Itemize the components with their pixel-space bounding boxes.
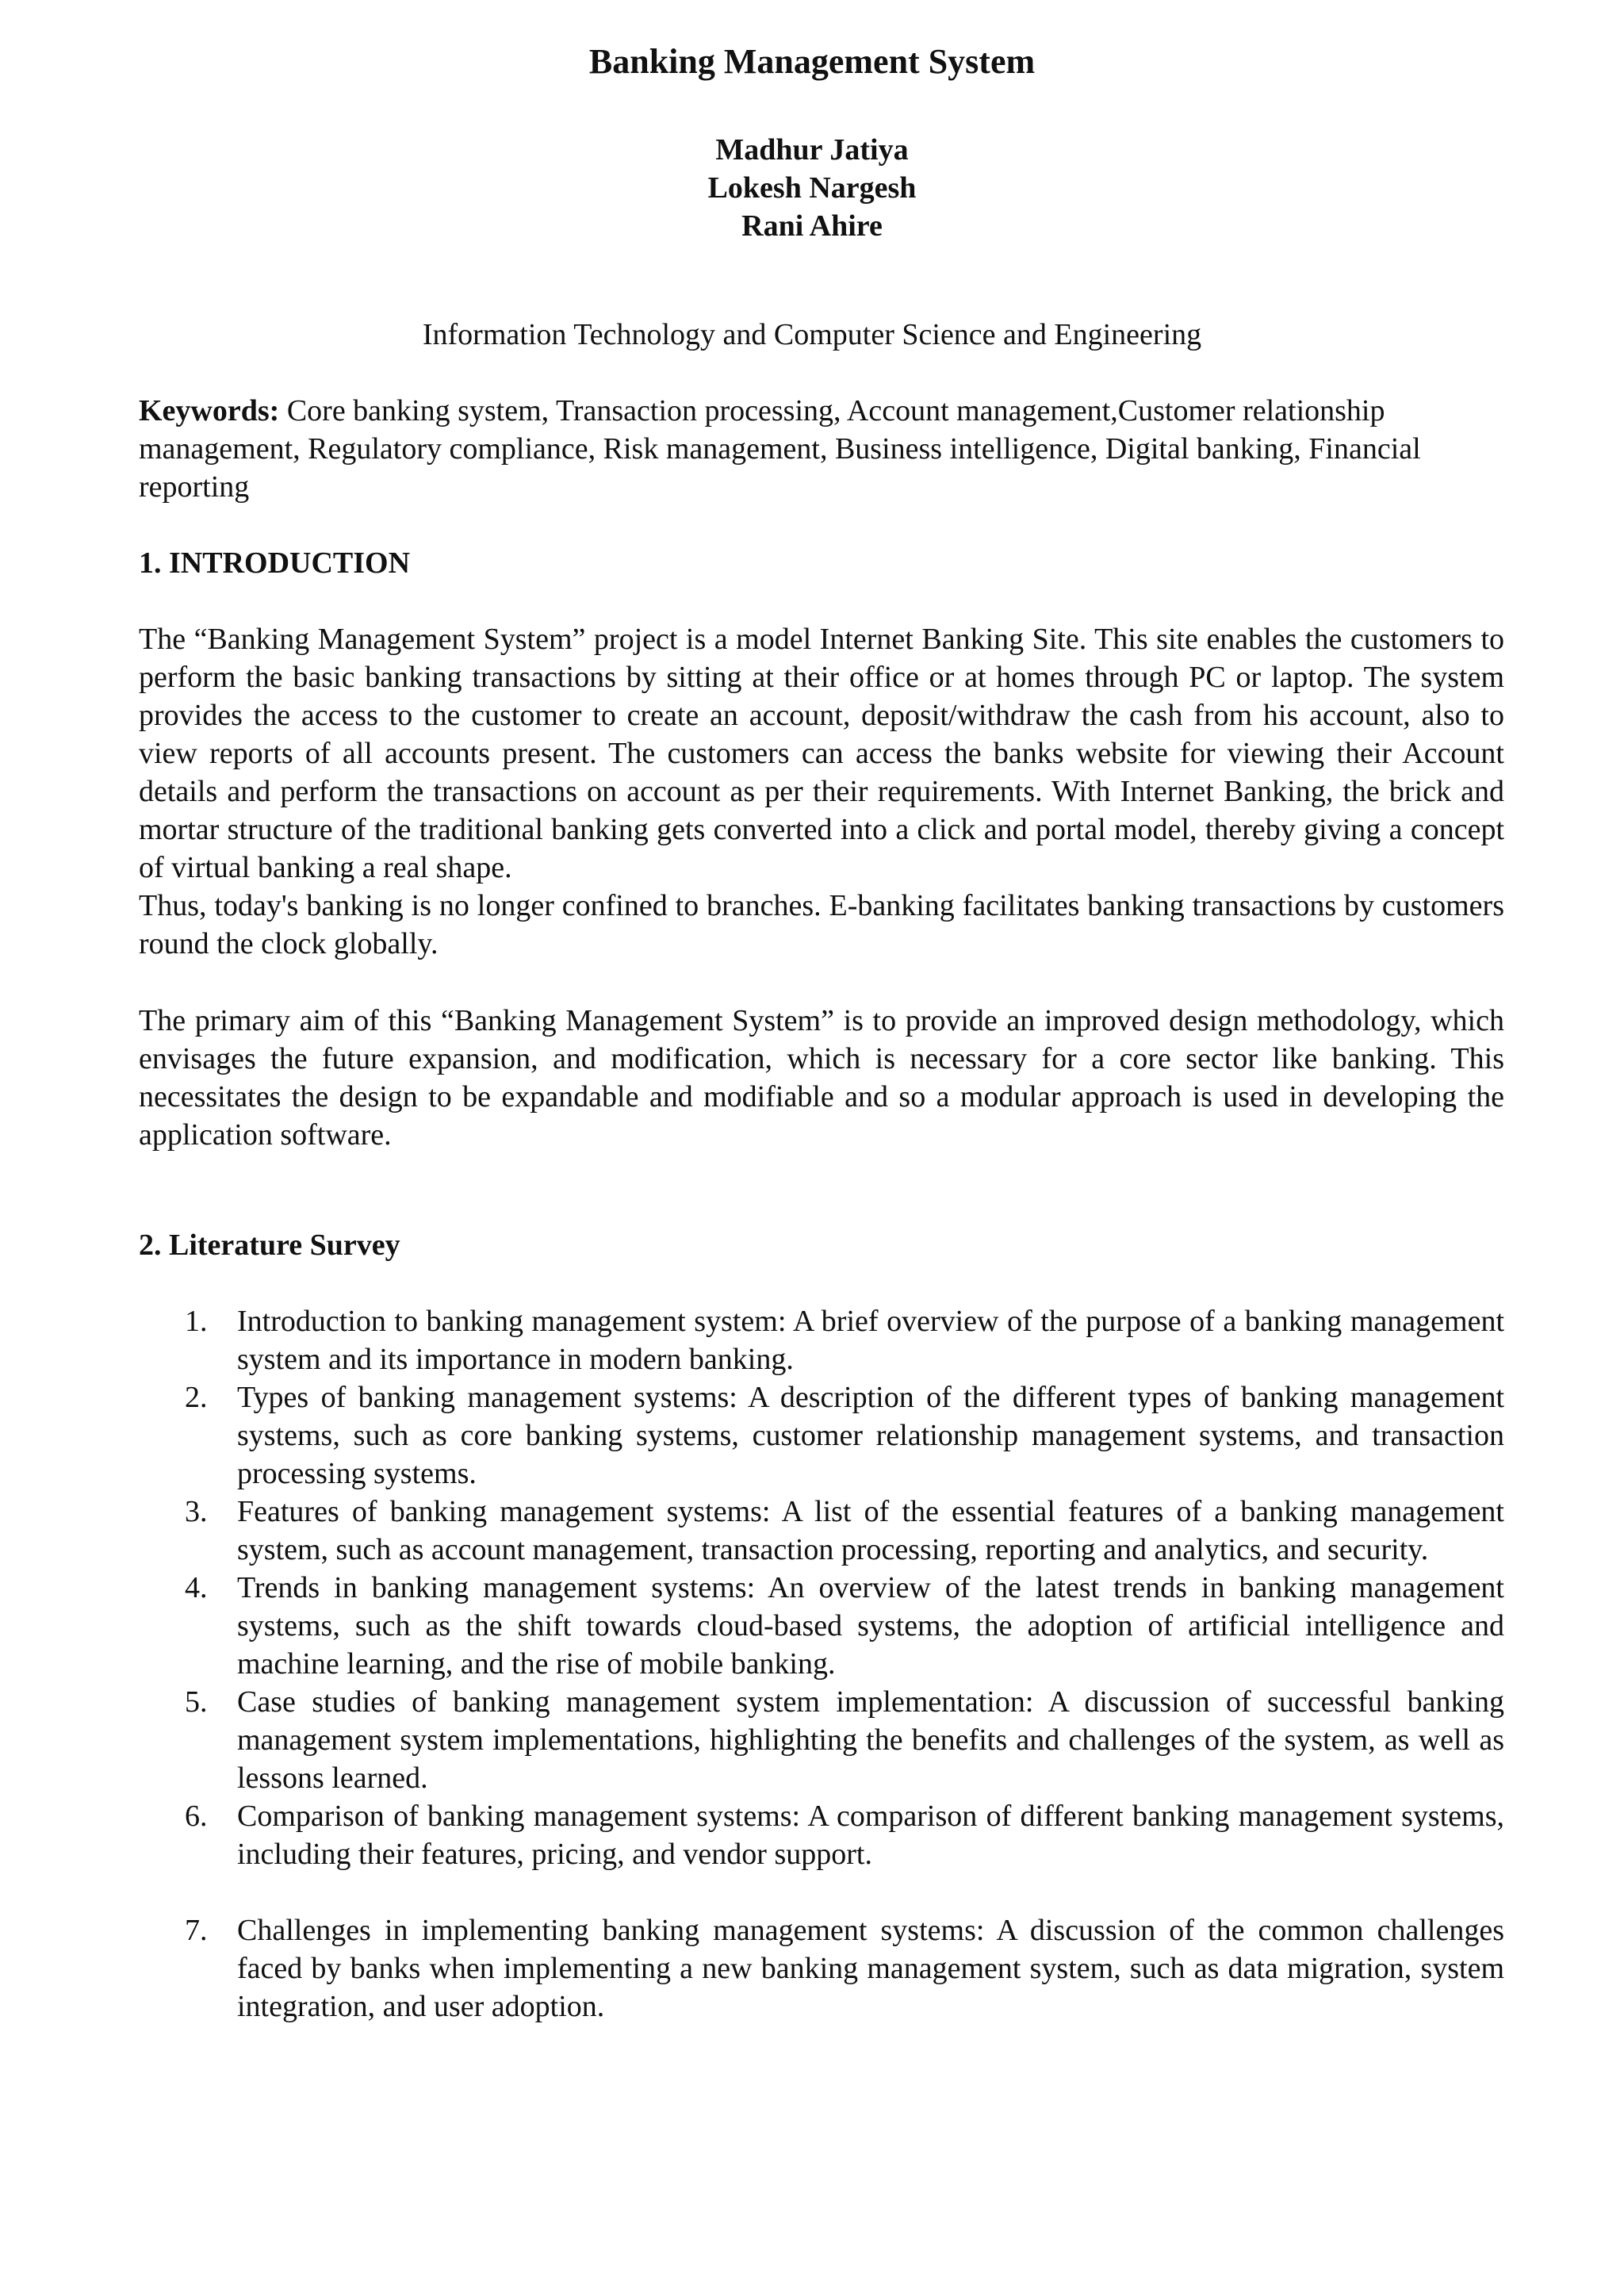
keywords-label: Keywords: (139, 394, 280, 427)
list-item (139, 1378, 1504, 1493)
author-name: Lokesh Nargesh (707, 171, 917, 205)
list-item-number: 4. (185, 1571, 208, 1604)
list-item (139, 1683, 1504, 1797)
paper-title: Banking Management System (588, 42, 1036, 81)
author-list (0, 131, 1624, 245)
list-item-number: 2. (185, 1381, 208, 1414)
list-item-number: 1. (185, 1305, 208, 1338)
author-name: Rani Ahire (741, 209, 883, 243)
list-item-number: 5. (185, 1685, 208, 1719)
literature-survey-list (139, 1302, 1504, 2026)
author-name: Madhur Jatiya (715, 133, 909, 167)
list-item-number: 3. (185, 1495, 208, 1528)
list-item-text: Introduction to banking management system: A brief overview of the purpose of a banking management system and its importance in modern banking. (237, 1305, 1504, 1376)
paragraph: The primary aim of this “Banking Management System” is to provide an improved design methodology, which envisages the future expansion, and modification, which is necessary for a core sector like banking. This necessitates the design to be expandable and modifiable and so a modular approach is used in developing the application software. (139, 1004, 1504, 1152)
keywords-text: Core banking system, Transaction processing, Account management,Customer relationship management, Regulatory compliance, Risk management, Business intelligence, Digital banking, Financial reporting (139, 394, 1421, 504)
paragraph: The “Banking Management System” project is a model Internet Banking Site. This site enables the customers to perform the basic banking transactions by sitting at their office or at homes through PC or laptop. The system provides the access to the customer to create an account, deposit/withdraw the cash from his account, also to view reports of all accounts present. The customers can access the banks website for viewing their Account details and perform the transactions on account as per their requirements. With Internet Banking, the brick and mortar structure of the traditional banking gets converted into a click and portal model, thereby giving a concept of virtual banking a real shape. (139, 623, 1504, 884)
list-item-text: Challenges in implementing banking management systems: A discussion of the common challenges faced by banks when implementing a new banking management system, such as data migration, system integration, and user adoption. (237, 1914, 1504, 2023)
list-item (139, 1493, 1504, 1569)
affiliation: Information Technology and Computer Science and Engineering (422, 318, 1202, 351)
section-heading-literature-survey: 2. Literature Survey (139, 1228, 400, 1262)
list-item (139, 1569, 1504, 1683)
paragraph: Thus, today's banking is no longer confined to branches. E-banking facilitates banking transactions by customers round the clock globally. (139, 889, 1504, 960)
list-item-number: 7. (185, 1914, 208, 1947)
list-item-text: Trends in banking management systems: An overview of the latest trends in banking management systems, such as the shift towards cloud-based systems, the adoption of artificial intelligence and machine learning, and the rise of mobile banking. (237, 1571, 1504, 1681)
list-item (139, 1302, 1504, 1378)
section-heading-introduction: 1. INTRODUCTION (139, 546, 411, 580)
list-item (139, 1911, 1504, 2026)
list-item-text: Case studies of banking management system implementation: A discussion of successful banking management system implementations, highlighting the benefits and challenges of the system, as well as lessons learned. (237, 1685, 1504, 1795)
keywords (139, 392, 1504, 506)
list-item-text: Comparison of banking management systems: A comparison of different banking management systems, including their features, pricing, and vendor support. (237, 1800, 1504, 1871)
list-item-text: Types of banking management systems: A description of the different types of banking management systems, such as core banking systems, customer relationship management systems, and transaction processing systems. (237, 1381, 1504, 1490)
list-item-text: Features of banking management systems: A list of the essential features of a banking management system, such as account management, transaction processing, reporting and analytics, and security. (237, 1495, 1504, 1566)
introduction-body (139, 620, 1504, 963)
list-item (139, 1797, 1504, 1873)
list-item-number: 6. (185, 1800, 208, 1833)
